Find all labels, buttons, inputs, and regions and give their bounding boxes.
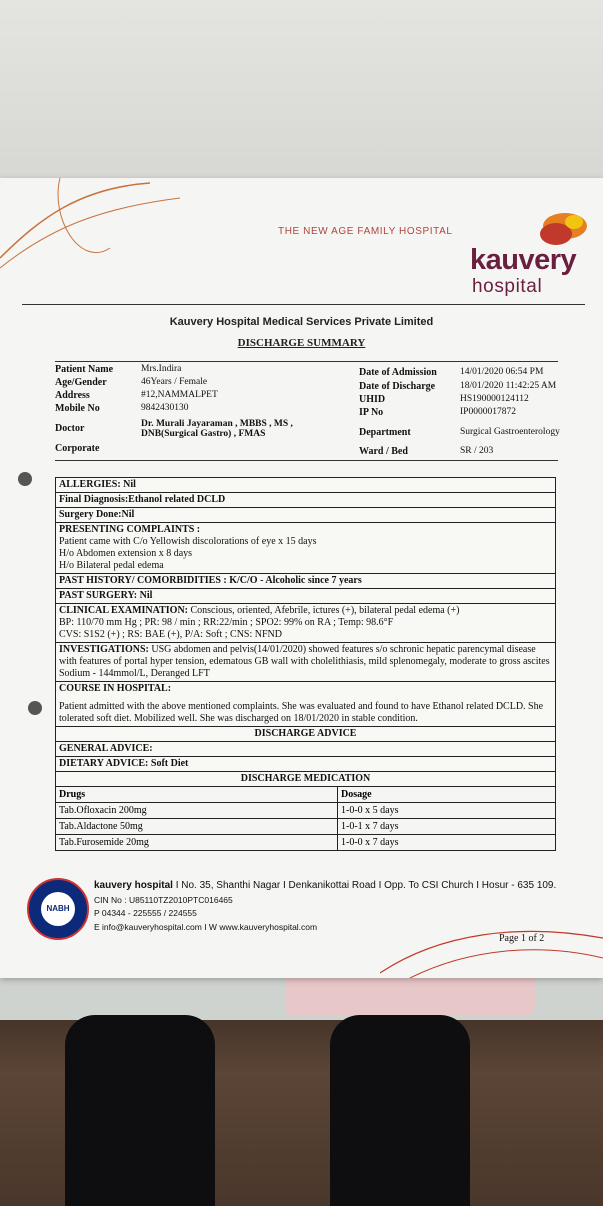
uhid: HS190000124112 <box>460 394 529 404</box>
patient-top-divider <box>55 361 558 362</box>
doctor: Dr. Murali Jayaraman , MBBS , MS , DNB(Surgical Gastro) , FMAS <box>141 419 293 439</box>
department: Surgical Gastroenterology <box>460 427 560 437</box>
brand-subname: hospital <box>472 276 543 297</box>
right-leg <box>330 1015 470 1206</box>
ward-bed: SR / 203 <box>460 446 494 456</box>
corporate-label: Corporate <box>55 443 100 454</box>
medication-row <box>55 834 556 851</box>
brand-name: kauvery <box>470 244 577 276</box>
footer-address-text: I No. 35, Shanthi Nagar I Denkanikottai Road I Opp. To CSI Church I Hosur - 635 109. <box>172 880 557 891</box>
mobile: 9842430130 <box>141 403 189 413</box>
patient-name: Mrs.Indira <box>141 364 182 374</box>
tagline: THE NEW AGE FAMILY HOSPITAL <box>278 226 453 237</box>
investigations-row <box>55 642 556 681</box>
complaints-row <box>55 522 556 573</box>
patient-bottom-divider <box>55 460 558 461</box>
clinical-row <box>55 603 556 642</box>
nabh-badge <box>27 878 89 940</box>
discharge-summary-page <box>0 178 603 978</box>
complaint-line: Patient came with C/o Yellowish discolorations of eye x 15 days <box>59 536 317 547</box>
surgery-row: Surgery Done:Nil <box>55 507 556 522</box>
decorative-swirl-bottom <box>380 923 603 978</box>
drugs-column-header: Drugs <box>56 787 338 802</box>
complaints-title: PRESENTING COMPLAINTS : <box>59 524 201 535</box>
discharge-advice-heading: DISCHARGE ADVICE <box>55 726 556 741</box>
discharge-label: Date of Discharge <box>359 381 436 392</box>
address-label: Address <box>55 390 90 401</box>
age-label: Age/Gender <box>55 377 107 388</box>
medication-row <box>55 818 556 834</box>
clinical-title: CLINICAL EXAMINATION: <box>59 605 188 616</box>
course-title: COURSE IN HOSPITAL: <box>59 683 172 694</box>
investigations-title: INVESTIGATIONS: <box>59 644 149 655</box>
drug-dosage: 1-0-0 x 5 days <box>341 805 399 816</box>
drug-dosage: 1-0-0 x 7 days <box>341 837 399 848</box>
dosage-column-header: Dosage <box>341 789 372 800</box>
nabh-text: NABH <box>41 892 75 926</box>
drug-dosage: 1-0-1 x 7 days <box>341 821 399 832</box>
summary-table <box>55 477 556 851</box>
past-surgery-row: PAST SURGERY: Nil <box>55 588 556 603</box>
clinical-text: Conscious, oriented, Afebrile, ictures (+), bilateral pedal edema (+) <box>188 605 460 616</box>
general-advice-row: GENERAL ADVICE: <box>55 741 556 756</box>
punch-hole <box>28 701 42 715</box>
footer-hospital-name: kauvery hospital <box>94 880 173 891</box>
mobile-label: Mobile No <box>55 403 100 414</box>
clinical-systems: CVS: S1S2 (+) ; RS: BAE (+), P/A: Soft ; CNS: NFND <box>59 629 282 640</box>
dietary-advice-row: DIETARY ADVICE: Soft Diet <box>55 756 556 771</box>
header-divider <box>22 304 585 305</box>
complaint-line: H/o Abdomen extension x 8 days <box>59 548 193 559</box>
diagnosis-row: Final Diagnosis:Ethanol related DCLD <box>55 492 556 507</box>
investigations-labs: Sodium - 144mmol/L, Deranged LFT <box>59 668 210 679</box>
punch-hole <box>18 472 32 486</box>
doctor-label: Doctor <box>55 423 85 434</box>
department-label: Department <box>359 427 411 438</box>
footer-address <box>94 880 556 891</box>
admission-date: 14/01/2020 06:54 PM <box>460 367 544 377</box>
footer-cin: CIN No : U85110TZ2010PTC016465 <box>94 895 233 905</box>
ward-label: Ward / Bed <box>359 446 408 457</box>
discharge-date: 18/01/2020 11:42:25 AM <box>460 381 557 391</box>
decorative-swirl <box>0 178 200 278</box>
course-row <box>55 681 556 726</box>
patient-name-label: Patient Name <box>55 364 114 375</box>
page-number: Page 1 of 2 <box>499 933 545 944</box>
drug-name: Tab.Furosemide 20mg <box>56 835 338 850</box>
medication-row <box>55 802 556 818</box>
background-wall <box>0 0 603 180</box>
ip-label: IP No <box>359 407 384 418</box>
address: #12,NAMMALPET <box>141 390 218 400</box>
drug-name: Tab.Ofloxacin 200mg <box>56 803 338 818</box>
past-history-row: PAST HISTORY/ COMORBIDITIES : K/C/O - Alcoholic since 7 years <box>55 573 556 588</box>
discharge-medication-heading: DISCHARGE MEDICATION <box>55 771 556 786</box>
ip-number: IP0000017872 <box>460 407 516 417</box>
investigations-text: USG abdomen and pelvis(14/01/2020) showed features s/o schronic hepatic parencymal disease with features of portal hyper tension, edematous GB wall with cholelithiasis, mild splenomegaly, moderate to gross ascites <box>59 644 550 667</box>
clinical-vitals: BP: 110/70 mm Hg ; PR: 98 / min ; RR:22/min ; SPO2: 99% on RA ; Temp: 98.6°F <box>59 617 394 628</box>
page-title: DISCHARGE SUMMARY <box>237 337 366 349</box>
drug-name: Tab.Aldactone 50mg <box>56 819 338 834</box>
complaint-line: H/o Bilateral pedal edema <box>59 560 164 571</box>
footer-email: E info@kauveryhospital.com I W www.kauveryhospital.com <box>94 922 318 932</box>
admission-label: Date of Admission <box>359 367 437 378</box>
uhid-label: UHID <box>359 394 386 405</box>
medication-header-row <box>55 786 556 802</box>
footer-phone: P 04344 - 225555 / 224555 <box>94 908 197 918</box>
company-name: Kauvery Hospital Medical Services Private Limited <box>169 316 434 328</box>
course-text: Patient admitted with the above mentioned complaints. She was evaluated and found to have Ethanol related DCLD. She tolerated soft diet. Mobilized well. She was discharged on 18/01/2020 in stable condition. <box>59 701 544 724</box>
allergies-row: ALLERGIES: Nil <box>55 477 556 492</box>
left-leg <box>65 1015 215 1206</box>
age-gender: 46Years / Female <box>141 377 208 387</box>
